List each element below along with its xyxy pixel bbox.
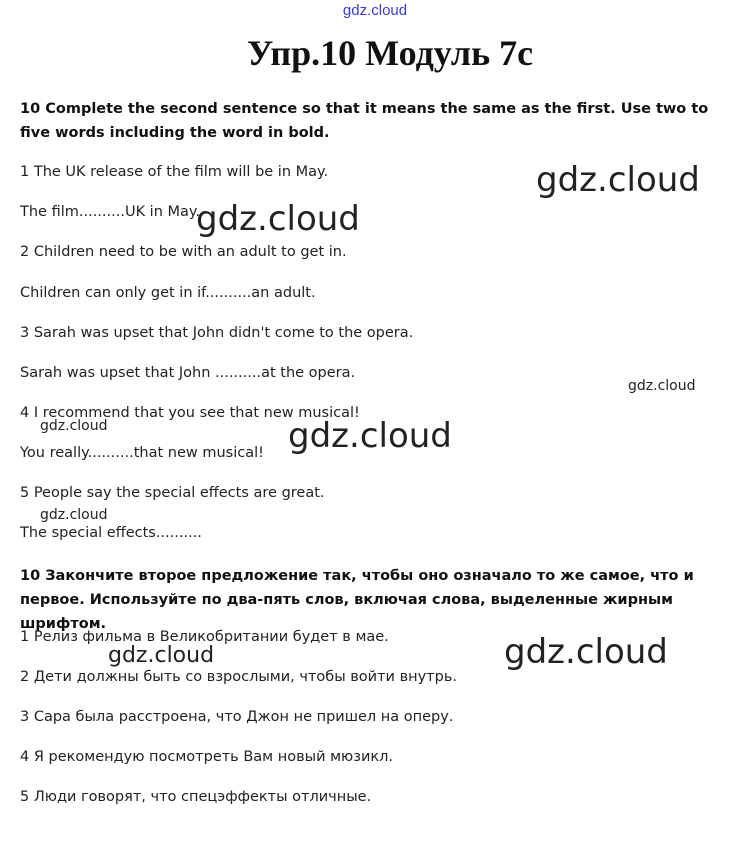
watermark: gdz.cloud (504, 632, 668, 672)
watermark: gdz.cloud (40, 418, 108, 434)
page-title: Упр.10 Модуль 7с (246, 33, 534, 73)
english-line-6: Sarah was upset that John ..........at the opera. (20, 365, 356, 381)
english-line-8: You really..........that new musical! (20, 445, 264, 461)
english-line-4: Children can only get in if..........an adult. (20, 285, 316, 301)
watermark: gdz.cloud (196, 199, 360, 239)
watermark: gdz.cloud (536, 160, 700, 200)
english-line-7: 4 I recommend that you see that new musical! (20, 405, 360, 421)
watermark: gdz.cloud (628, 378, 696, 394)
russian-line-3: 3 Сара была расстроена, что Джон не пришел на оперу. (20, 709, 454, 725)
english-task-heading: 10 Complete the second sentence so that it means the same as the first. Use two to five words including the word in bold. (20, 101, 709, 141)
russian-line-5: 5 Люди говорят, что спецэффекты отличные. (20, 789, 372, 805)
english-line-10: The special effects.......... (20, 525, 202, 541)
english-line-3: 2 Children need to be with an adult to get in. (20, 244, 347, 260)
russian-task-heading: 10 Закончите второе предложение так, чтобы оно означало то же самое, что и первое. Используйте по два-пять слов, включая слова, выделенные жирным шрифтом. (20, 568, 694, 632)
english-line-5: 3 Sarah was upset that John didn't come to the opera. (20, 325, 414, 341)
watermark: gdz.cloud (288, 416, 452, 456)
russian-line-1: 1 Релиз фильма в Великобритании будет в мае. (20, 629, 389, 645)
english-line-1: 1 The UK release of the film will be in May. (20, 164, 329, 180)
english-line-2: The film..........UK in May. (20, 204, 201, 220)
english-line-9: 5 People say the special effects are great. (20, 485, 325, 501)
russian-line-2: 2 Дети должны быть со взрослыми, чтобы войти внутрь. (20, 669, 457, 685)
russian-line-4: 4 Я рекомендую посмотреть Вам новый мюзикл. (20, 749, 394, 765)
watermark: gdz.cloud (108, 643, 215, 668)
watermark: gdz.cloud (40, 507, 108, 523)
watermark-top: gdz.cloud (342, 2, 408, 19)
